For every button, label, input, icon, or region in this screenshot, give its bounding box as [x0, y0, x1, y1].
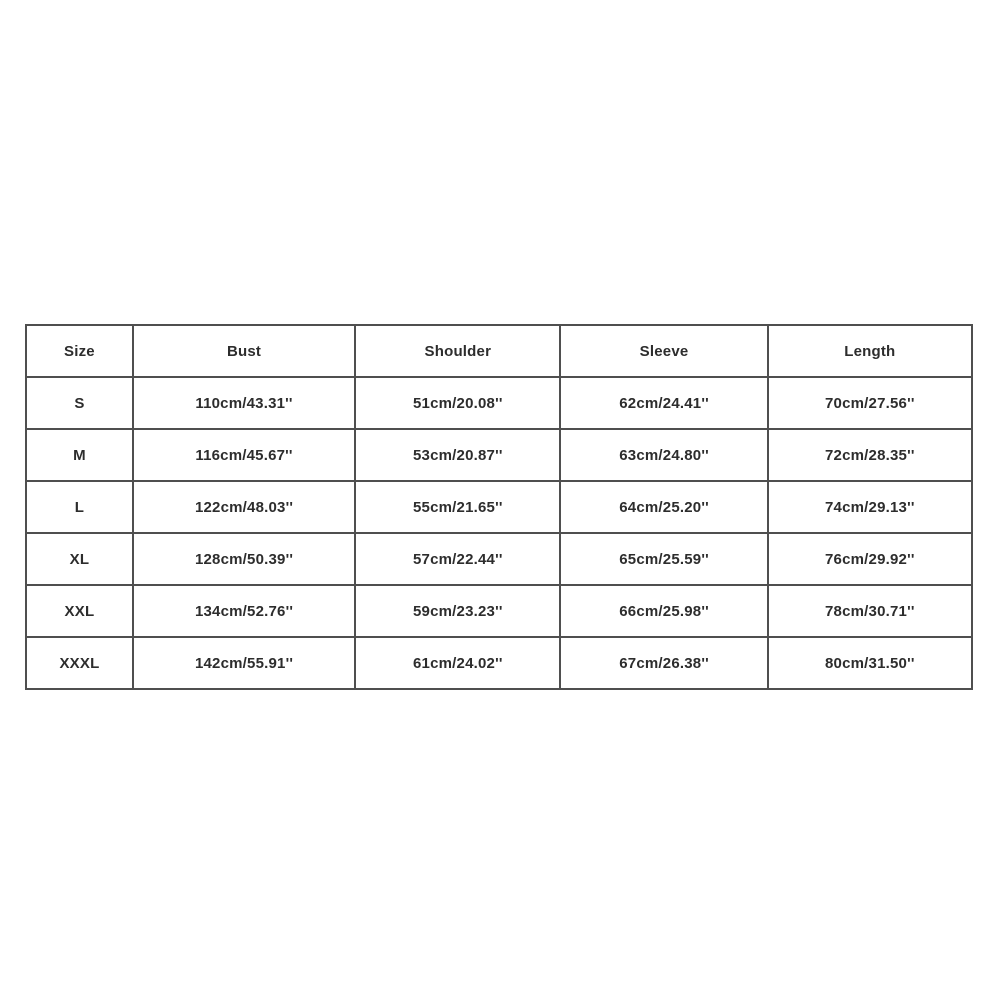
cell-size: XL [26, 533, 133, 585]
cell-sleeve: 65cm/25.59'' [560, 533, 767, 585]
cell-shoulder: 57cm/22.44'' [355, 533, 560, 585]
table-row-xxxl [26, 637, 972, 689]
column-header-shoulder: Shoulder [355, 325, 560, 377]
cell-size: XXL [26, 585, 133, 637]
cell-bust: 110cm/43.31'' [133, 377, 355, 429]
cell-shoulder: 51cm/20.08'' [355, 377, 560, 429]
size-chart-table [25, 324, 973, 690]
cell-size: M [26, 429, 133, 481]
cell-bust: 116cm/45.67'' [133, 429, 355, 481]
table-row-s [26, 377, 972, 429]
cell-sleeve: 64cm/25.20'' [560, 481, 767, 533]
header-row [26, 325, 972, 377]
cell-size: S [26, 377, 133, 429]
cell-shoulder: 53cm/20.87'' [355, 429, 560, 481]
cell-shoulder: 59cm/23.23'' [355, 585, 560, 637]
cell-bust: 128cm/50.39'' [133, 533, 355, 585]
cell-size: L [26, 481, 133, 533]
cell-shoulder: 55cm/21.65'' [355, 481, 560, 533]
cell-length: 76cm/29.92'' [768, 533, 972, 585]
cell-sleeve: 63cm/24.80'' [560, 429, 767, 481]
table-row-xxl [26, 585, 972, 637]
cell-length: 70cm/27.56'' [768, 377, 972, 429]
column-header-length: Length [768, 325, 972, 377]
cell-sleeve: 62cm/24.41'' [560, 377, 767, 429]
cell-length: 72cm/28.35'' [768, 429, 972, 481]
size-chart-body [26, 377, 972, 689]
cell-bust: 134cm/52.76'' [133, 585, 355, 637]
cell-length: 80cm/31.50'' [768, 637, 972, 689]
cell-length: 78cm/30.71'' [768, 585, 972, 637]
column-header-size: Size [26, 325, 133, 377]
cell-sleeve: 66cm/25.98'' [560, 585, 767, 637]
table-row-xl [26, 533, 972, 585]
column-header-sleeve: Sleeve [560, 325, 767, 377]
cell-bust: 122cm/48.03'' [133, 481, 355, 533]
size-chart-header [26, 325, 972, 377]
cell-bust: 142cm/55.91'' [133, 637, 355, 689]
cell-sleeve: 67cm/26.38'' [560, 637, 767, 689]
cell-shoulder: 61cm/24.02'' [355, 637, 560, 689]
column-header-bust: Bust [133, 325, 355, 377]
cell-length: 74cm/29.13'' [768, 481, 972, 533]
table-row-m [26, 429, 972, 481]
cell-size: XXXL [26, 637, 133, 689]
table-row-l [26, 481, 972, 533]
